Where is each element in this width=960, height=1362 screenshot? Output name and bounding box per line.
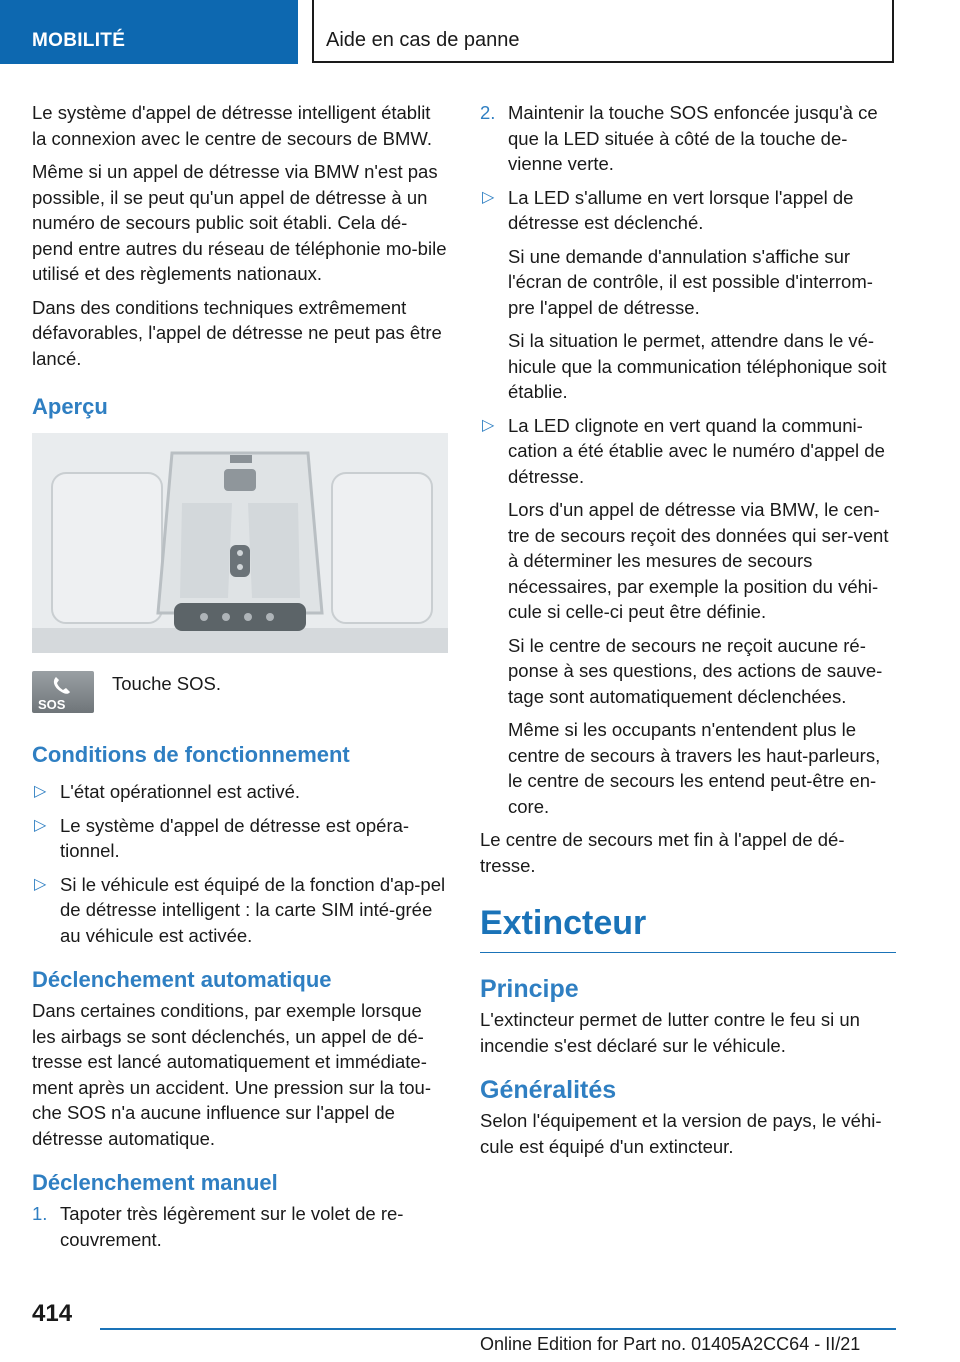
apercu-heading: Aperçu [32,394,108,419]
generalites-text: Selon l'équipement et la version de pays, le véhi-cule est équipé d'un extincteur. [480,1110,882,1157]
condition-item: ▷ L'état opérationnel est activé. [32,779,448,805]
bullet-item: ▷ La LED clignote en vert quand la communi-cation a été établie avec le numéro d'appel de détresse. [482,414,885,487]
bullet-subparagraph: Même si les occupants n'entendent plus le centre de secours à travers les haut-parleurs, le centre de secours les entend peut-être en-core. [508,719,881,817]
page-number: 414 [32,1300,73,1327]
end-text: Le centre de secours met fin à l'appel de dé-tresse. [480,829,845,876]
conditions-heading: Conditions de fonctionnement [32,742,350,767]
sos-caption: Touche SOS. [112,673,222,694]
step-item: 1. Tapoter très légèrement sur le volet de re-couvrement. [32,1203,404,1250]
triangle-bullet-icon: ▷ [34,783,47,800]
principe-heading: Principe [480,975,579,1003]
sos-button-icon [32,671,94,713]
bullet-subparagraph: Lors d'un appel de détresse via BMW, le cen-tre de secours reçoit des données qui ser-vent à déterminer les mesures de secours nécessaires, par exemple la position du véhi-cule si celle-ci peut être définie. [508,499,889,622]
condition-item: ▷ Le système d'appel de détresse est opéra-tionnel. [34,814,410,861]
chapter-title: Aide en cas de panne [326,29,520,51]
sos-icon-text: SOS [38,697,66,712]
footer-rule [100,1328,896,1330]
auto-heading: Déclenchement automatique [32,967,332,992]
section-title: MOBILITÉ [32,30,126,51]
step-number: 2. [480,102,496,123]
principe-text: L'extincteur permet de lutter contre le feu si un incendie s'est déclaré sur le véhicule. [480,1009,860,1056]
step-number: 1. [32,1203,48,1224]
intro-paragraph-3: Dans des conditions techniques extrêmement défavorables, l'appel de détresse ne peut pas être lancé. [32,296,442,369]
step-item: 2. Maintenir la touche SOS enfoncée jusqu'à ce que la LED située à côté de la touche de-vienne verte. [480,102,878,174]
generalites-heading: Généralités [480,1076,617,1104]
manual-heading: Déclenchement manuel [32,1170,278,1195]
overhead-console-photo [32,433,448,653]
triangle-bullet-icon: ▷ [34,875,47,893]
triangle-bullet-icon: ▷ [482,416,495,434]
extincteur-heading: Extincteur [480,902,896,953]
bullet-subparagraph: Si le centre de secours ne reçoit aucune ré-ponse à ses questions, des actions de sauve-tage sont automatiquement déclenchées. [508,634,883,707]
triangle-bullet-icon: ▷ [34,816,47,834]
section-tab [0,0,298,64]
triangle-bullet-icon: ▷ [482,188,495,206]
sos-legend [32,671,448,719]
condition-item: ▷ Si le véhicule est équipé de la fonction d'ap-pel de détresse intelligent : la carte SIM inté-grée au véhicule est activée. [34,873,446,946]
bullet-item: ▷ La LED s'allume en vert lorsque l'appel de détresse est déclenché. [482,186,854,233]
edition-label: Online Edition for Part no. 01405A2CC64 - II/21 [480,1334,861,1354]
intro-paragraph-1: Le système d'appel de détresse intelligent établit la connexion avec le centre de secours de BMW. [32,102,433,149]
bullet-subparagraph: Si une demande d'annulation s'affiche sur l'écran de contrôle, il est possible d'interrom-pre l'appel de détresse. [508,245,873,318]
left-column [32,100,448,1260]
chapter-box [312,0,894,63]
overhead-console-illustration [32,433,448,653]
bullet-subparagraph: Si la situation le permet, attendre dans le vé-hicule que la communication téléphonique soit établie. [508,330,887,402]
intro-paragraph-2: Même si un appel de détresse via BMW n'est pas possible, il se peut qu'un appel de détresse à un numéro de secours public soit établi. Cela dé-pend entre autres du réseau de téléphonie mo-bile utilisé et des règlements nationaux. [32,161,447,284]
auto-text: Dans certaines conditions, par exemple lorsque les airbags se sont déclenchés, un appel de dé-tresse est lancé automatiquement et immédiate-ment après un accident. Une pression sur la tou-che SOS n'a aucune influence sur l'appel de détresse automatique. [32,1000,431,1149]
right-column [480,100,896,1167]
